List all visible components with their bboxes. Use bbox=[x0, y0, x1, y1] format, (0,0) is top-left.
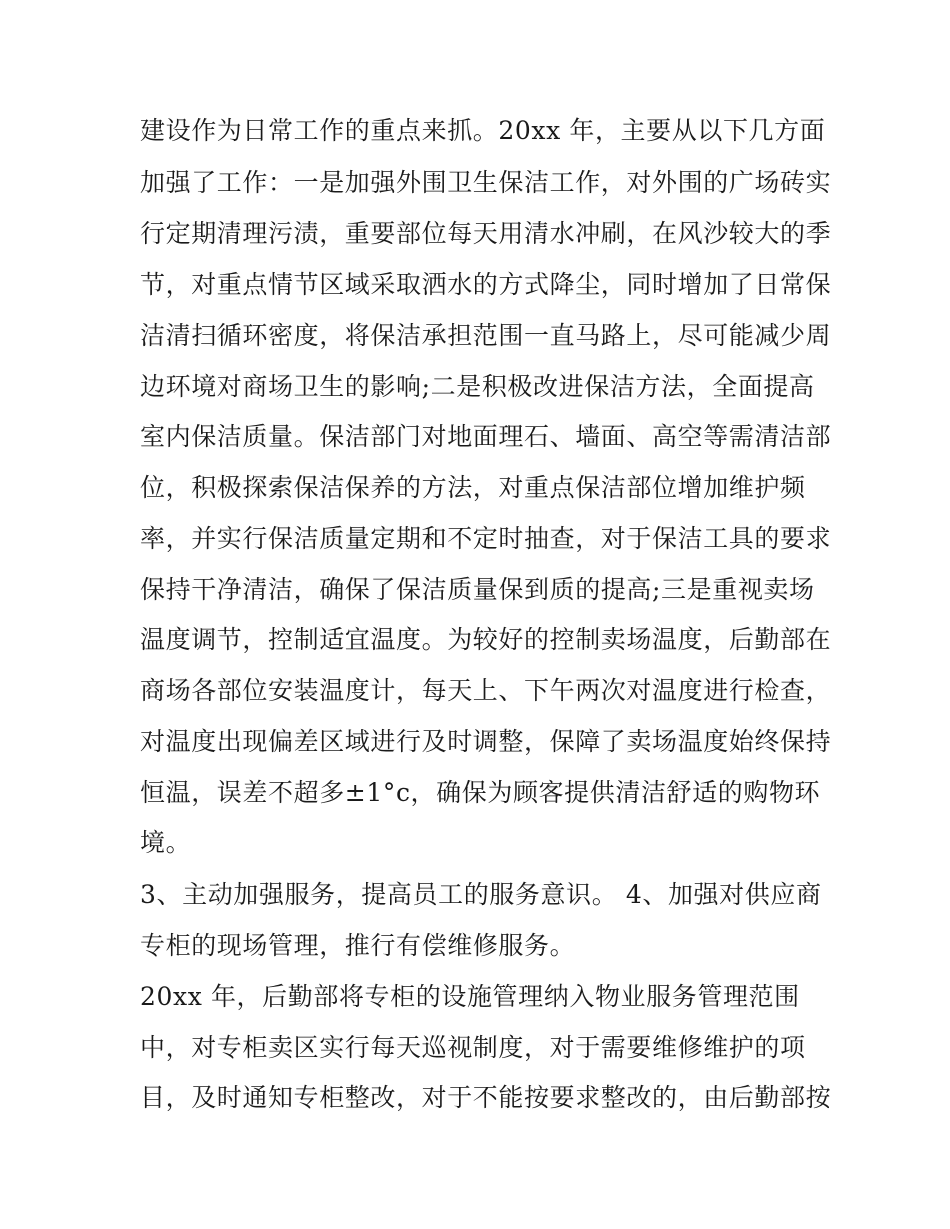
text-line-20: 目，及时通知专柜整改，对于不能按要求整改的，由后勤部按 bbox=[140, 1083, 832, 1112]
text-line-9: 率，并实行保洁质量定期和不定时抽查，对于保洁工具的要求 bbox=[140, 524, 832, 553]
text-line-15: 境。 bbox=[140, 828, 192, 857]
text-line-5: 洁清扫循环密度，将保洁承担范围一直马路上，尽可能减少周 bbox=[140, 321, 832, 350]
text-line-4: 节，对重点情节区域采取洒水的方式降尘，同时增加了日常保 bbox=[140, 270, 832, 299]
text-line-16: 3、主动加强服务，提高员工的服务意识。 4、加强对供应商 bbox=[140, 880, 822, 909]
text-line-13: 对温度出现偏差区域进行及时调整，保障了卖场温度始终保持 bbox=[140, 727, 832, 756]
text-line-12: 商场各部位安装温度计，每天上、下午两次对温度进行检查， bbox=[140, 676, 832, 705]
text-line-1: 建设作为日常工作的重点来抓。20xx 年，主要从以下几方面 bbox=[140, 116, 826, 145]
text-line-18: 20xx 年，后勤部将专柜的设施管理纳入物业服务管理范围 bbox=[140, 982, 800, 1011]
text-line-19: 中，对专柜卖区实行每天巡视制度，对于需要维修维护的项 bbox=[140, 1033, 806, 1062]
text-line-7: 室内保洁质量。保洁部门对地面理石、墙面、高空等需清洁部 bbox=[140, 422, 832, 451]
text-line-10: 保持干净清洁，确保了保洁质量保到质的提高;三是重视卖场 bbox=[140, 575, 815, 604]
text-line-3: 行定期清理污渍，重要部位每天用清水冲刷，在风沙较大的季 bbox=[140, 219, 832, 248]
text-line-6: 边环境对商场卫生的影响;二是积极改进保洁方法，全面提高 bbox=[140, 372, 815, 401]
text-line-2: 加强了工作：一是加强外围卫生保洁工作，对外围的广场砖实 bbox=[140, 168, 832, 197]
text-line-14: 恒温，误差不超多±1°c，确保为顾客提供清洁舒适的购物环 bbox=[140, 778, 821, 807]
text-line-11: 温度调节，控制适宜温度。为较好的控制卖场温度，后勤部在 bbox=[140, 625, 832, 654]
text-line-17: 专柜的现场管理，推行有偿维修服务。 bbox=[140, 931, 576, 960]
text-line-8: 位，积极探索保洁保养的方法，对重点保洁部位增加维护频 bbox=[140, 473, 806, 502]
